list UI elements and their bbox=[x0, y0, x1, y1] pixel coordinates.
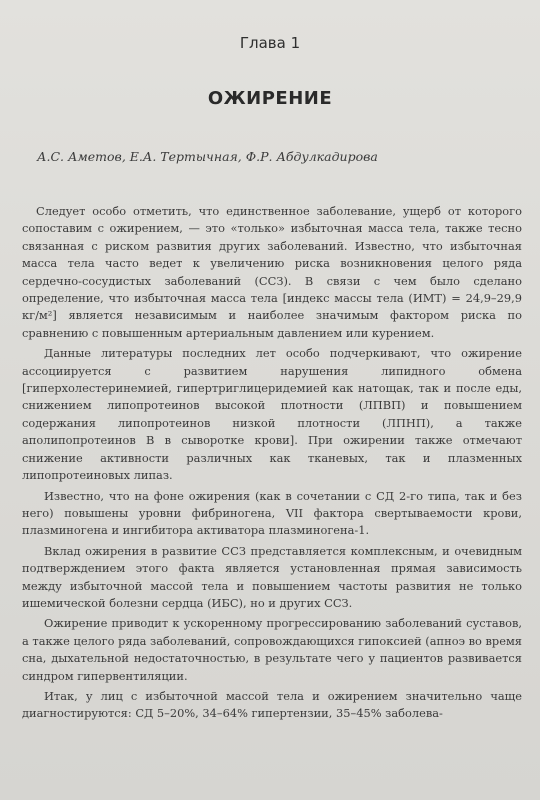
authors-line: А.С. Аметов, Е.А. Тертычная, Ф.Р. Абдулкадирова bbox=[37, 149, 378, 164]
body-text bbox=[22, 203, 522, 726]
paragraph: Итак, у лиц с избыточной массой тела и ожирением значительно чаще диагностируются: СД 5–20%, 34–64% гипертензии, 35–45% заболева- bbox=[22, 688, 522, 721]
paragraph: Данные литературы последних лет особо подчеркивают, что ожирение ассоциируется с развитием нарушения липидного обмена [гиперхолестеринемией, гипертриглицеридемией как натощак, так и после еды, снижением липопротеинов высокой плотности (ЛПВП) и повышением содержания липопротеинов низкой плотности (ЛПНП), а также аполипопротеинов В в сыворотке крови]. При ожирении также отмечают снижение активности различных как тканевых, так и плазменных липопротеиновых липаз. bbox=[22, 346, 522, 483]
paragraph: Известно, что на фоне ожирения (как в сочетании с СД 2-го типа, так и без него) повышены уровни фибриногена, VII фактора свертываемости крови, плазминогена и ингибитора активатора плазминогена-1. bbox=[22, 488, 522, 538]
chapter-title: ОЖИРЕНИЕ bbox=[207, 88, 333, 109]
paragraph: Вклад ожирения в развитие ССЗ представляется комплексным, и очевидным подтверждением этого факта является установленная прямая зависимость между избыточной массой тела и повышением частоты развития не только ишемической болезни сердца (ИБС), но и других ССЗ. bbox=[22, 543, 522, 610]
paragraph: Ожирение приводит к ускоренному прогрессированию заболеваний суставов, а также целого ряда заболеваний, сопровождающихся гипоксией (апноэ во время сна, дыхательной недостаточностью, в результате чего у пациентов развивается синдром гипервентиляции. bbox=[22, 616, 522, 683]
chapter-heading: Глава 1 bbox=[239, 34, 301, 52]
paragraph: Следует особо отметить, что единственное заболевание, ущерб от которого сопоставим с ожирением, — это «только» избыточная масса тела, также тесно связанная с риском развития других заболеваний. Известно, что избыточная масса тела часто ведет к увеличению риска возникновения целого ряда сердечно-сосудистых заболеваний (ССЗ). В связи с чем было сделано определение, что избыточная масса тела [индекс массы тела (ИМТ) = 24,9–29,9 кг/м²] является независимым и наиболее значимым фактором риска по сравнению с повышенным артериальным давлением или курением. bbox=[22, 204, 522, 340]
